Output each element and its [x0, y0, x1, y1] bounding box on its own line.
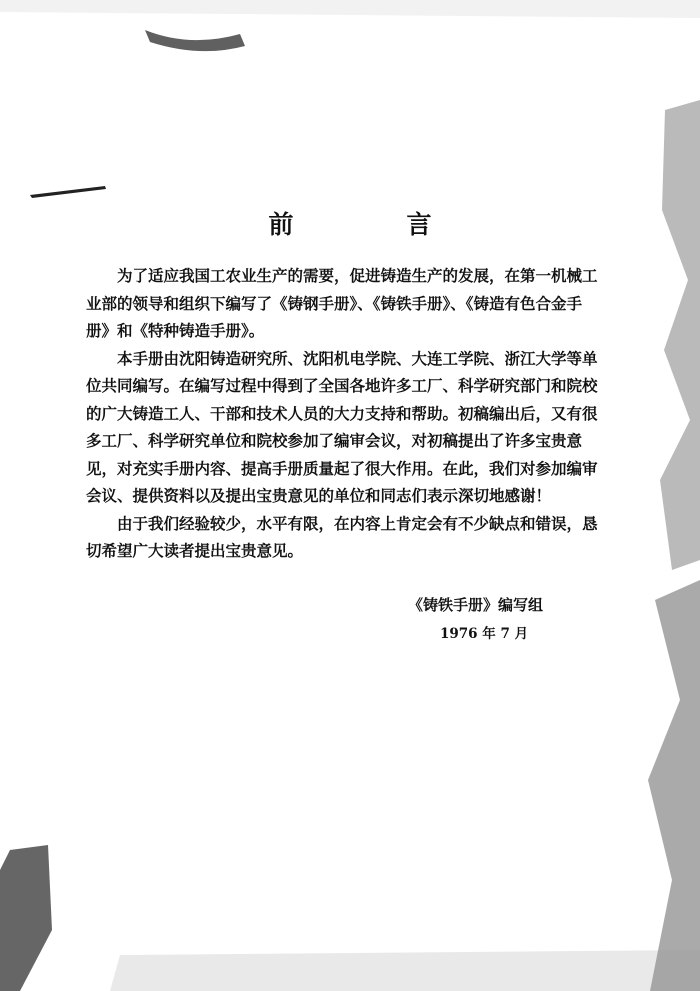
- date-line: 1976 年 7 月: [440, 626, 529, 642]
- preface-body: [86, 262, 600, 565]
- paragraph-3: 由于我们经验较少，水平有限，在内容上肯定会有不少缺点和错误，恳切希望广大读者提出宝贵意见。: [86, 513, 598, 560]
- signature-line: 《铸铁手册》编写组: [408, 596, 544, 614]
- page-title: 前 言: [268, 210, 476, 239]
- paragraph-2: 本手册由沈阳铸造研究所、沈阳机电学院、大连工学院、浙江大学等单位共同编写。在编写过程中得到了全国各地许多工厂、科学研究部门和院校的广大铸造工人、干部和技术人员的大力支持和帮助。初稿编出后，又有很多工厂、科学研究单位和院校参加了编审会议，对初稿提出了许多宝贵意见，对充实手册内容、提高手册质量起了很大作用。在此，我们对参加编审会议、提供资料以及提出宝贵意见的单位和同志们表示深切地感谢！: [86, 348, 598, 505]
- paragraph-1: 为了适应我国工农业生产的需要，促进铸造生产的发展，在第一机械工业部的领导和组织下编写了《铸钢手册》、《铸铁手册》、《铸造有色合金手册》和《特种铸造手册》。: [86, 266, 598, 340]
